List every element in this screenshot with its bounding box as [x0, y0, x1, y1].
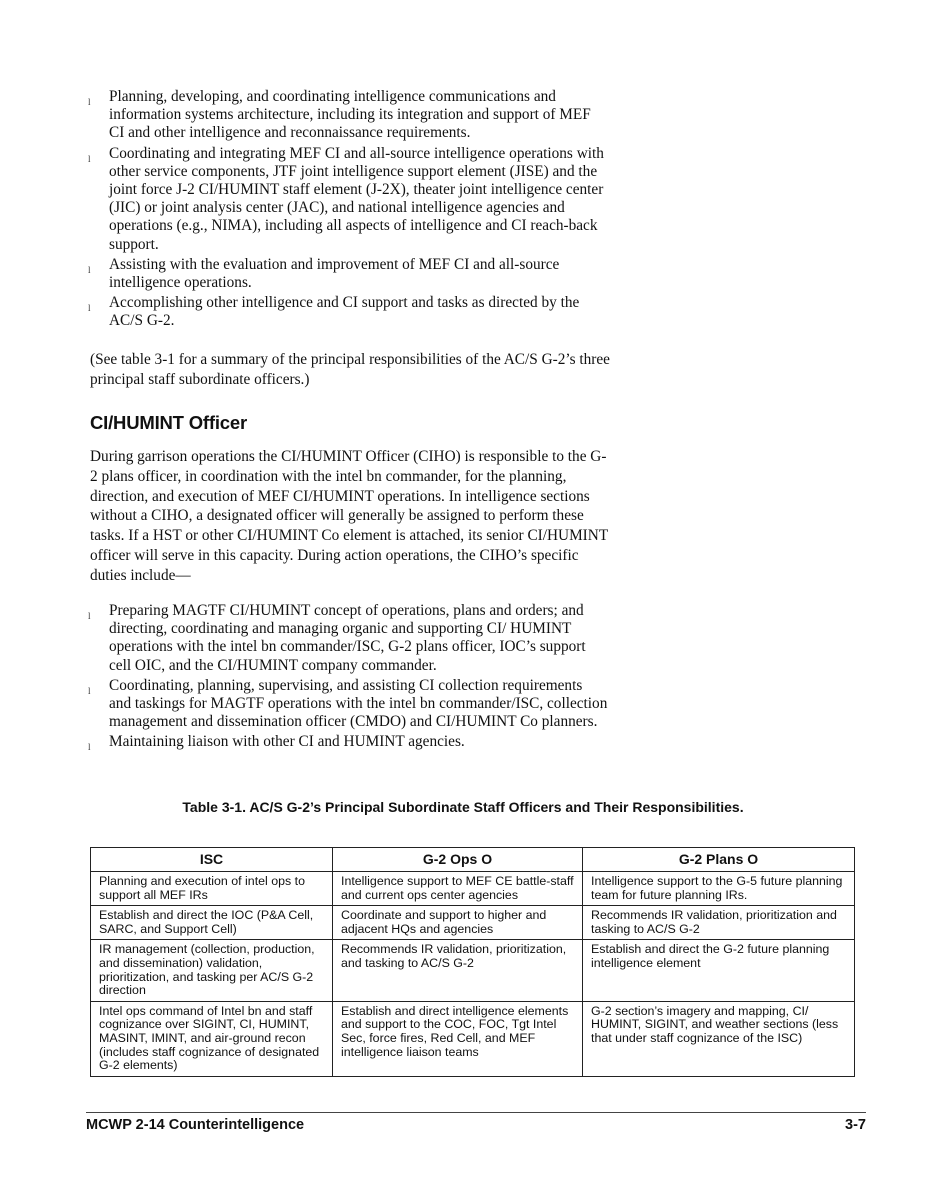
table-row: [91, 872, 855, 906]
list-item: l Coordinating, planning, supervising, and assisting CI collection requirements and taskings for MAGTF operations with the intel bn commander/ISC, collection management and dissemination officer (CMDO) and CI/HUMINT Co planners.: [88, 676, 608, 731]
table-caption: Table 3-1. AC/S G-2’s Principal Subordinate Staff Officers and Their Responsibilities.: [182, 799, 744, 815]
list-item: l Assisting with the evaluation and improvement of MEF CI and all-source intelligence operations.: [88, 255, 560, 292]
footer-publication-title: MCWP 2-14 Counterintelligence: [86, 1117, 305, 1133]
bullet-icon: l: [88, 153, 91, 164]
bullet-icon: l: [88, 97, 91, 107]
bullet-icon: l: [88, 742, 91, 753]
table-cell: Recommends IR validation, prioritization, and tasking to AC/S G-2: [333, 940, 583, 1001]
bullet-list-bottom: [88, 602, 608, 754]
section-heading: CI/HUMINT Officer: [90, 412, 247, 433]
table-row: [91, 906, 855, 940]
table-cell: G-2 section’s imagery and mapping, CI/ HUMINT, SIGINT, and weather sections (less that under staff cognizance of the ISC): [583, 1001, 855, 1076]
bullet-icon: l: [88, 303, 91, 314]
ciho-paragraph: During garrison operations the CI/HUMINT Officer (CIHO) is responsible to the G-2 plans officer, in coordination with the intel bn commander, for the planning, direction, and execution of MEF CI/HUMINT operations. In intelligence sections without a CIHO, a designated officer will generally be assigned to perform these tasks. If a HST or other CI/HUMINT Co element is attached, its senior CI/HUMINT officer will serve in this capacity. During action operations, the CIHO’s specific duties include—: [90, 448, 608, 584]
table-cell: Establish and direct the IOC (P&A Cell, SARC, and Support Cell): [91, 906, 333, 940]
bullet-icon: l: [88, 264, 91, 275]
list-item: l Preparing MAGTF CI/HUMINT concept of operations, plans and orders; and directing, coordinating and managing organic and supporting CI/ HUMINT operations with the intel bn commander/ISC, G-2 plans officer, IOC’s support cell OIC, and the CI/HUMINT company commander.: [88, 602, 586, 674]
column-header: G-2 Plans O: [583, 848, 855, 872]
table-cell: Intel ops command of Intel bn and staff cognizance over SIGINT, CI, HUMINT, MASINT, IMINT, and air-ground recon (includes staff cognizance of designated G-2 elements): [91, 1001, 333, 1076]
list-item: l Coordinating and integrating MEF CI and all-source intelligence operations with other service components, JTF joint intelligence support element (JISE) and the joint force J-2 CI/HUMINT staff element (J-2X), theater joint intelligence center (JIC) or joint analysis center (JAC), and national intelligence agencies and operations (e.g., NIMA), including all aspects of intelligence and CI reach-back support.: [88, 144, 604, 253]
table-cell: IR management (collection, production, and dissemination) validation, prioritization, and tasking per AC/S G-2 direction: [91, 940, 333, 1001]
bullet-icon: l: [88, 611, 91, 621]
table-cell: Recommends IR validation, prioritization and tasking to AC/S G-2: [583, 906, 855, 940]
bullet-icon: l: [88, 685, 91, 696]
footer-divider: [86, 1112, 866, 1113]
table-cell: Planning and execution of intel ops to support all MEF IRs: [91, 872, 333, 906]
column-header: ISC: [91, 848, 333, 872]
bullet-list-top: [88, 88, 608, 333]
table-cell: Establish and direct intelligence elements and support to the COC, FOC, Tgt Intel Sec, force fires, Red Cell, and MEF intelligence liaison teams: [333, 1001, 583, 1076]
footer-page-number: 3-7: [845, 1117, 866, 1133]
table-row: [91, 940, 855, 1001]
table-cell: Intelligence support to the G-5 future planning team for future planning IRs.: [583, 872, 855, 906]
table-cell: Coordinate and support to higher and adjacent HQs and agencies: [333, 906, 583, 940]
list-item: l Planning, developing, and coordinating intelligence communications and information systems architecture, including its integration and support of MEF CI and other intelligence and reconnaissance requirements.: [88, 88, 591, 142]
table-cell: Establish and direct the G-2 future planning intelligence element: [583, 940, 855, 1001]
responsibilities-table: [90, 847, 855, 1077]
column-header: G-2 Ops O: [333, 848, 583, 872]
see-table-note: (See table 3-1 for a summary of the principal responsibilities of the AC/S G-2’s three principal staff subordinate officers.): [90, 351, 610, 388]
table-header-row: [91, 848, 855, 872]
table-cell: Intelligence support to MEF CE battle-staff and current ops center agencies: [333, 872, 583, 906]
table-row: [91, 1001, 855, 1076]
list-item: l Maintaining liaison with other CI and HUMINT agencies.: [88, 733, 608, 751]
list-item: l Accomplishing other intelligence and CI support and tasks as directed by the AC/S G-2.: [88, 294, 580, 330]
